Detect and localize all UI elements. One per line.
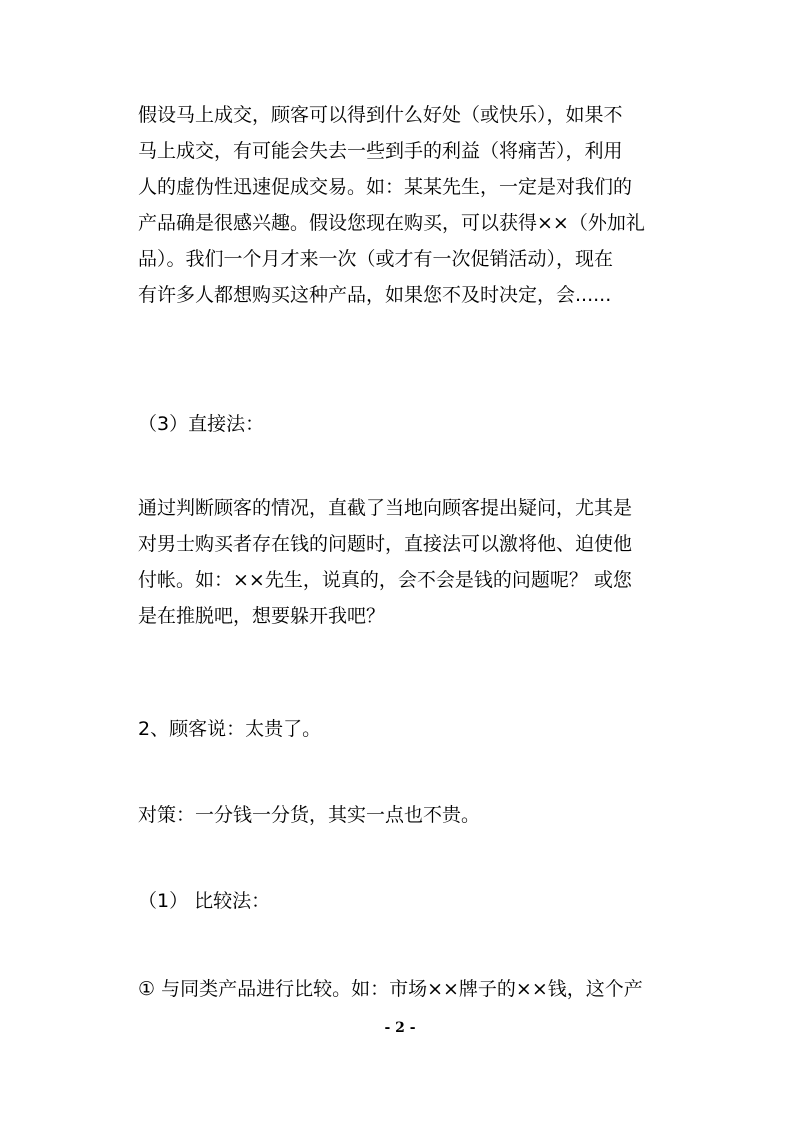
text-line: 是在推脱吧，想要躲开我吧？ [138,605,386,627]
text-line: 通过判断顾客的情况，直截了当地向顾客提出疑问，尤其是 [138,497,633,519]
text-line: （3）直接法： [138,413,265,435]
paragraph-direct-method [138,490,678,634]
paragraph-compare-similar-products [138,971,678,1007]
text-line: （1） 比较法： [138,890,271,912]
text-line: 对男士购买者存在钱的问题时，直接法可以激将他、迫使他 [138,533,633,555]
heading-too-expensive [138,711,678,747]
paragraph-assumptive-close [138,97,678,313]
text-line: 人的虚伪性迅速促成交易。如：某某先生，一定是对我们的 [138,176,633,198]
page-number: - 2 - [384,1020,416,1036]
text-line: 2、顾客说：太贵了。 [138,718,322,740]
text-line: 马上成交，有可能会失去一些到手的利益（将痛苦），利用 [138,140,623,162]
heading-comparison-method [138,883,678,919]
text-line: 有许多人都想购买这种产品，如果您不及时决定，会...... [138,284,612,306]
text-line: ① 与同类产品进行比较。如：市场××牌子的××钱，这个产 [138,978,643,1000]
text-line: 对策：一分钱一分货，其实一点也不贵。 [138,804,481,826]
heading-direct-method [138,406,678,442]
paragraph-strategy [138,797,678,833]
text-line: 产品确是很感兴趣。假设您现在购买，可以获得××（外加礼 [138,212,645,234]
text-line: 品）。我们一个月才来一次（或才有一次促销活动），现在 [138,248,614,270]
text-line: 付帐。如：××先生，说真的，会不会是钱的问题呢？ 或您 [138,569,632,591]
text-line: 假设马上成交，顾客可以得到什么好处（或快乐），如果不 [138,104,623,126]
